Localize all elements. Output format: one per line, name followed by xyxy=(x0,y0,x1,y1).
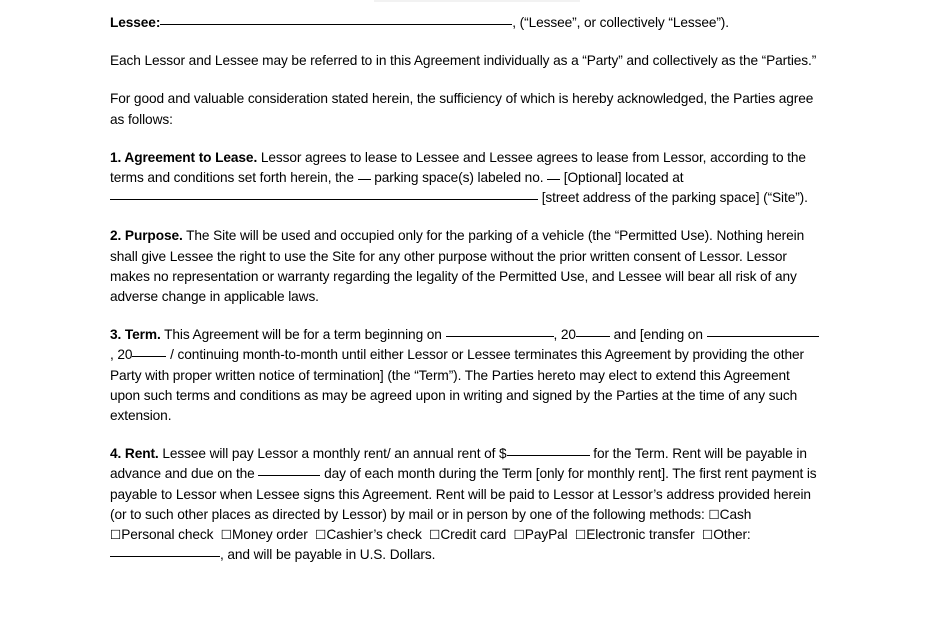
section-3-text-part-2: , 20 xyxy=(553,327,576,343)
spacer xyxy=(110,426,822,444)
spacing xyxy=(751,507,755,522)
checkbox-money-order[interactable]: ☐ xyxy=(220,527,232,543)
spacing xyxy=(213,527,220,542)
other-payment-method-blank[interactable] xyxy=(110,556,220,557)
spacer xyxy=(110,208,822,226)
term-start-year-blank[interactable] xyxy=(576,336,610,337)
checkbox-cash[interactable]: ☐ xyxy=(708,506,720,522)
section-1-text-part-1: Lessor agrees to lease to Lessee and Lessee agrees to lease from Lessor, according to the terms and conditions set forth herein, the xyxy=(110,149,806,186)
lessee-definition-text: , (“Lessee”, or collectively “Lessee”). xyxy=(512,15,729,30)
checkbox-label-money-order: Money order xyxy=(232,527,308,543)
spacer xyxy=(110,71,822,89)
term-end-date-blank[interactable] xyxy=(707,336,819,337)
checkbox-label-personal-check: Personal check xyxy=(121,527,214,543)
section-3-text-part-3: and [ending on xyxy=(609,327,707,343)
parking-space-number-blank[interactable] xyxy=(547,179,560,180)
section-4-text-part-4: , and will be payable in U.S. Dollars. xyxy=(220,547,436,563)
document-text-body xyxy=(110,13,822,565)
spacer xyxy=(110,130,822,148)
term-start-date-blank[interactable] xyxy=(446,336,554,337)
rent-amount-blank[interactable] xyxy=(507,455,590,456)
section-1-text-part-3: [Optional] located at xyxy=(560,170,684,186)
checkbox-personal-check[interactable]: ☐ xyxy=(110,527,122,543)
section-3-text-part-1: This Agreement will be for a term beginning on xyxy=(160,327,446,343)
checkbox-credit-card[interactable]: ☐ xyxy=(429,527,441,543)
spacing xyxy=(506,527,513,542)
section-3-text-part-5: / continuing month-to-month until either Lessor or Lessee terminates this Agreement by providing the other Party with proper written notice of termination] (the “Term”). The Parties hereto may elect to extend this Agreement upon such terms and conditions as may be agreed upon in writing and signed by the Parties at the time of any such extension. xyxy=(110,347,804,424)
spacer xyxy=(110,307,822,325)
section-4-text-part-1: Lessee will pay Lessor a monthly rent/ an annual rent of $ xyxy=(158,446,507,462)
lessee-name-blank[interactable] xyxy=(160,24,512,25)
checkbox-label-other: Other: xyxy=(713,527,751,543)
checkbox-electronic-transfer[interactable]: ☐ xyxy=(574,527,587,543)
section-4-text-part-3: day of each month during the Term [only for monthly rent]. The first rent payment is payable to Lessor when Lessee signs this Agreement. Rent will be paid to Lessor at Lessor’s address provided herein (or to such other places as directed by Lessor) by mail or in person by one of the following methods: xyxy=(110,466,817,522)
section-1-agreement-to-lease xyxy=(110,148,822,209)
section-3-text-part-4: , 20 xyxy=(110,347,133,363)
paragraph-parties-definition: Each Lessor and Lessee may be referred to in this Agreement individually as a “Party” and collectively as the “Parties.” xyxy=(110,53,817,69)
section-1-text-part-4: [street address of the parking space] (“Site”). xyxy=(538,190,808,206)
section-4-rent xyxy=(110,444,822,565)
page-top-partial-rule xyxy=(374,0,580,2)
lessee-label: Lessee: xyxy=(110,15,161,30)
section-2-purpose xyxy=(110,226,822,307)
spacing xyxy=(695,527,702,542)
section-3-term xyxy=(110,325,822,426)
checkbox-label-electronic-transfer: Electronic transfer xyxy=(586,527,695,543)
section-1-heading: 1. Agreement to Lease. xyxy=(110,149,258,165)
checkbox-label-cash: Cash xyxy=(719,506,752,522)
paragraph-lessee-identification xyxy=(110,13,822,33)
checkbox-paypal[interactable]: ☐ xyxy=(513,527,525,543)
section-2-heading: 2. Purpose. xyxy=(110,228,183,244)
section-3-heading: 3. Term. xyxy=(110,327,161,343)
section-4-text-part-2: for the Term. Rent will be payable in advance and due on the xyxy=(110,446,807,482)
section-2-text: The Site will be used and occupied only for the parking of a vehicle (the “Permitted Use). Nothing herein shall give Lessee the right to use the Site for any other purpose without the prior written consent of Lessor. Lessor makes no representation or warranty regarding the legality of the Permitted Use, and Lessee will bear all risk of any adverse change in applicable laws. xyxy=(110,228,805,305)
term-end-year-blank[interactable] xyxy=(132,356,166,357)
spacer xyxy=(110,33,822,51)
site-address-blank[interactable] xyxy=(110,199,538,200)
checkbox-other[interactable]: ☐ xyxy=(702,527,714,543)
checkbox-cashiers-check[interactable]: ☐ xyxy=(315,527,327,543)
paragraph-consideration: For good and valuable consideration stated herein, the sufficiency of which is hereby acknowledged, the Parties agree as follows: xyxy=(110,91,814,127)
checkbox-label-paypal: PayPal xyxy=(524,527,568,543)
rent-due-day-blank[interactable] xyxy=(258,475,320,476)
section-1-text-part-2: parking space(s) labeled no. xyxy=(370,170,548,186)
parking-space-count-blank[interactable] xyxy=(358,179,371,180)
checkbox-label-credit-card: Credit card xyxy=(440,527,507,543)
spacing xyxy=(568,527,575,542)
section-4-heading: 4. Rent. xyxy=(110,446,159,462)
checkbox-label-cashiers-check: Cashier’s check xyxy=(326,527,422,543)
